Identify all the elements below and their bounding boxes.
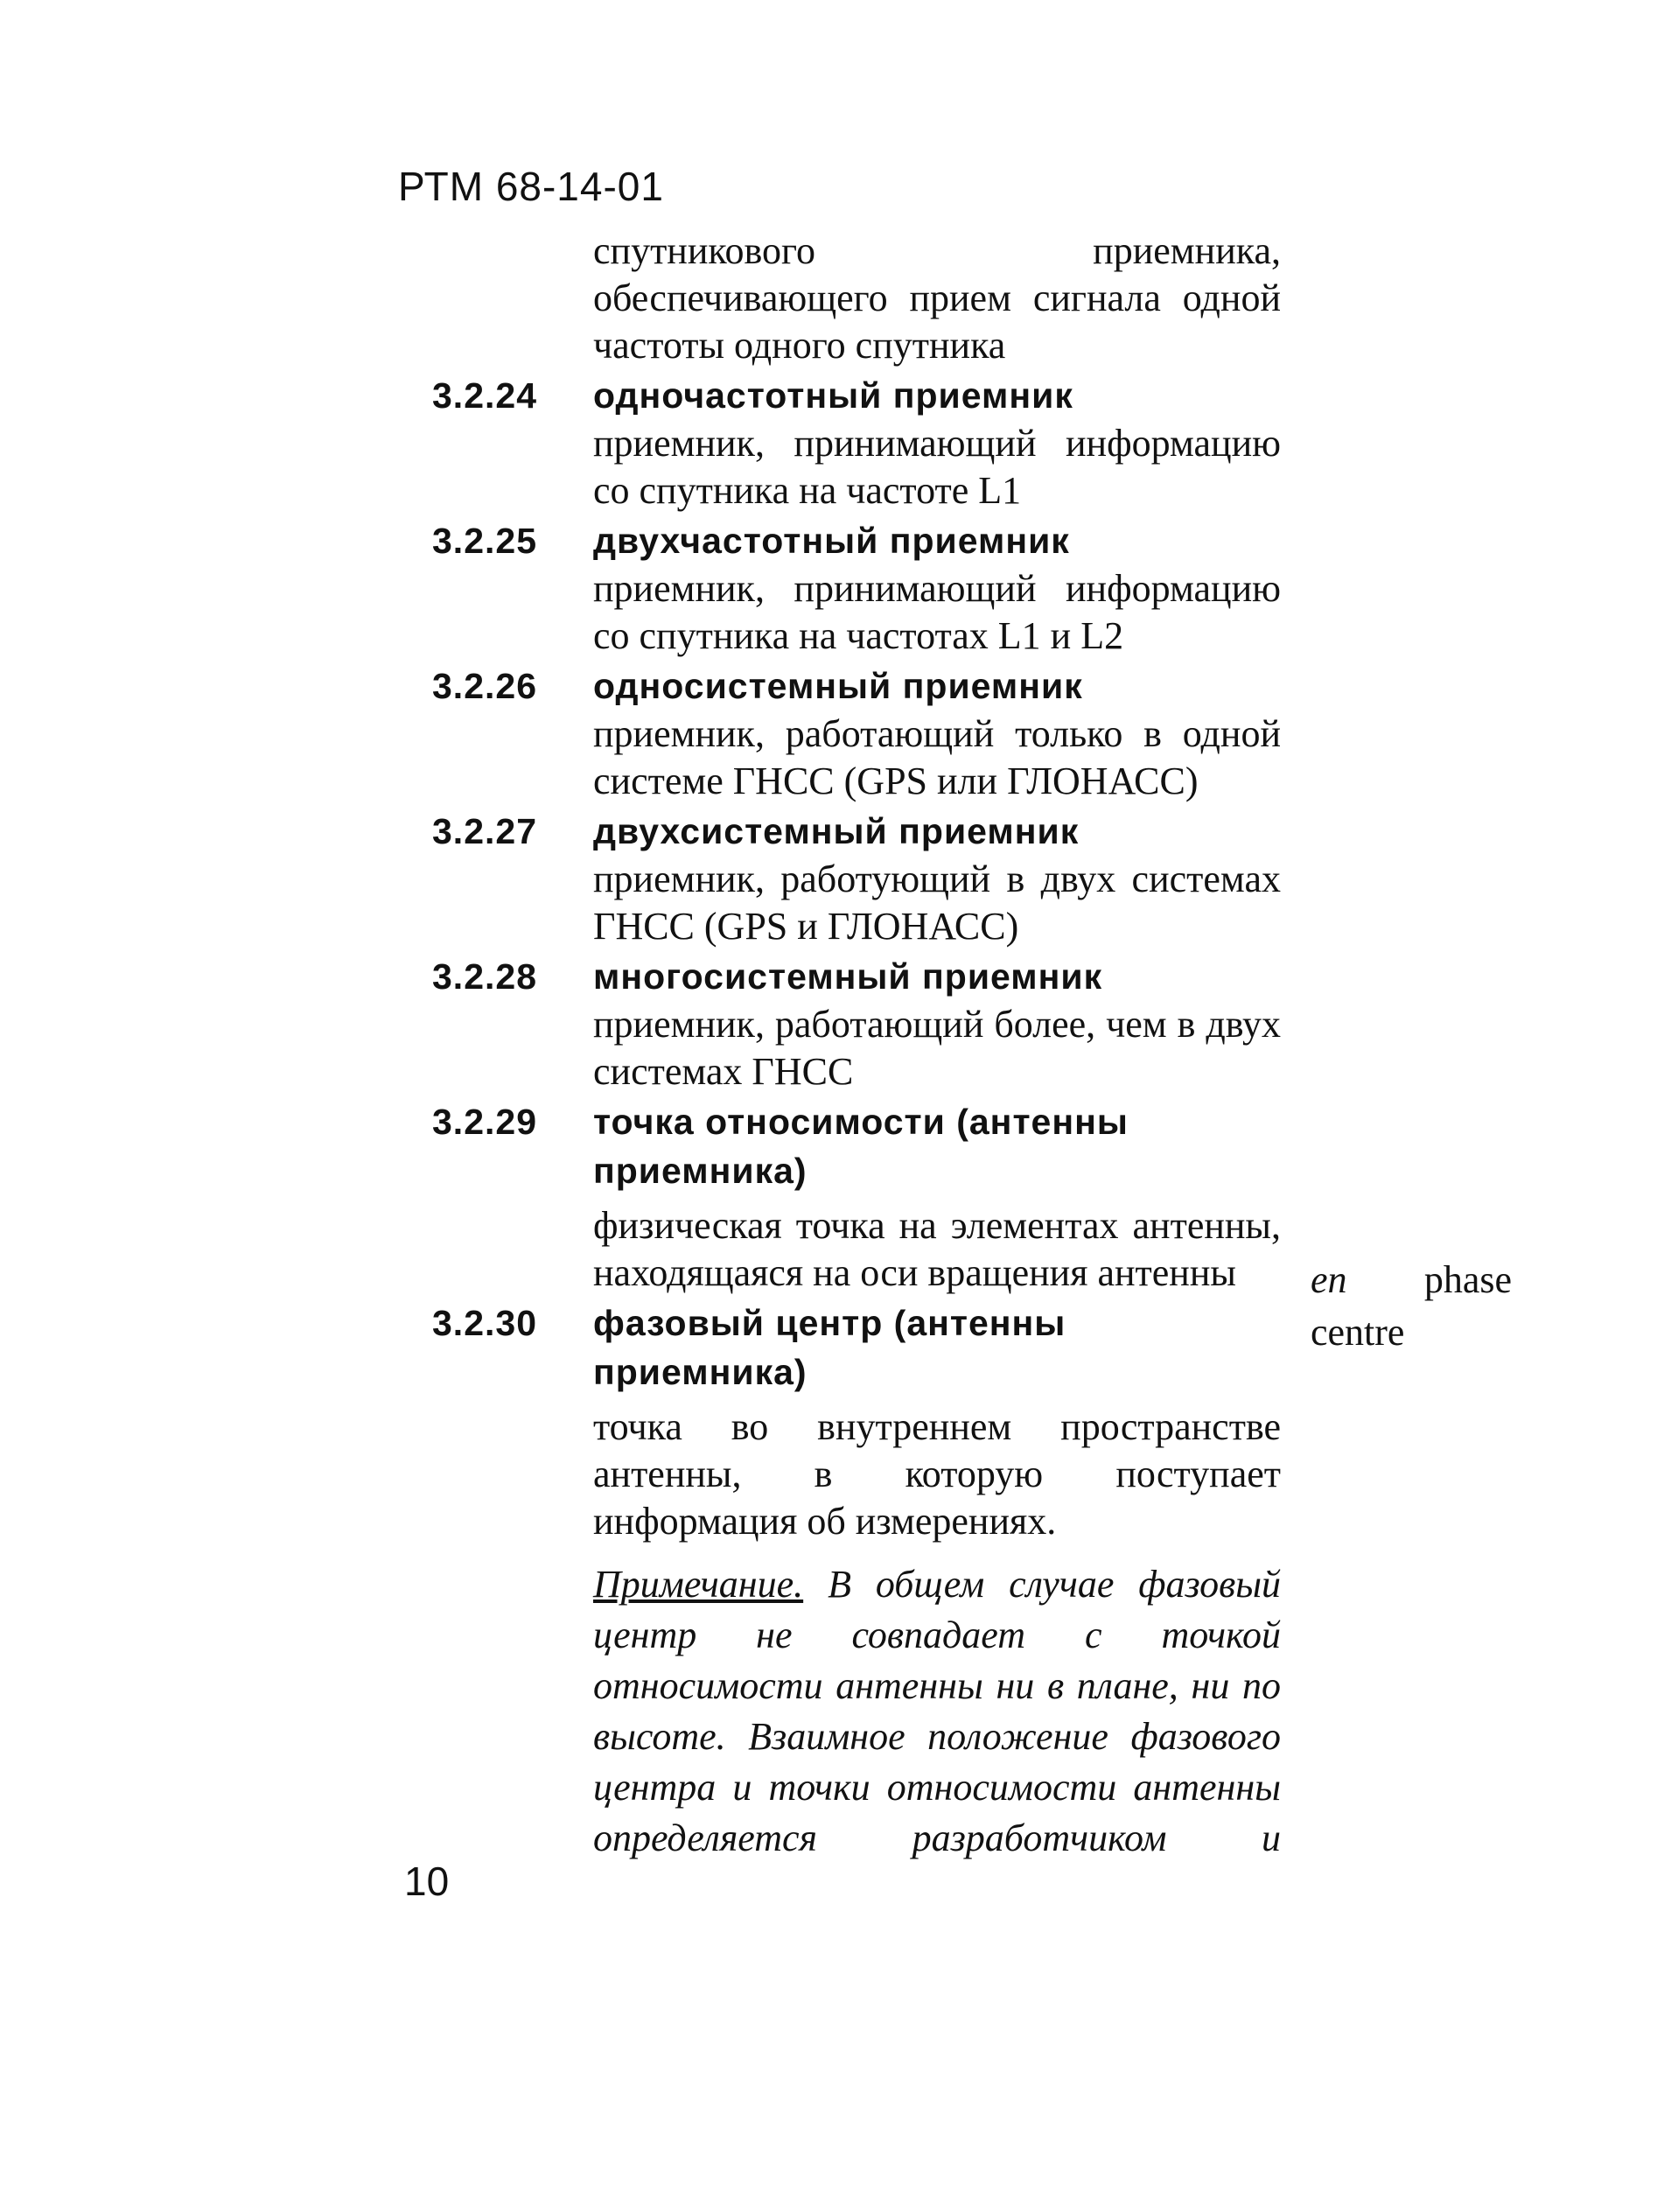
- term-definition: приемник, работующий в двух системах ГНСС (GPS и ГЛОНАСС): [593, 858, 1281, 948]
- term-entry-3-2-30: [432, 1298, 1307, 1864]
- note-label: Примечание.: [593, 1563, 804, 1606]
- term-entry-3-2-24: [432, 371, 1307, 514]
- term-number: 3.2.25: [432, 521, 537, 561]
- term-number: 3.2.24: [432, 375, 537, 416]
- term-definition: приемник, принимающий информацию со спутника на частоте L1: [593, 422, 1281, 512]
- term-number: 3.2.29: [432, 1102, 537, 1142]
- equivalent-language: en: [1311, 1258, 1347, 1301]
- term-entry-3-2-25: [432, 516, 1307, 660]
- term-definition: приемник, принимающий информацию со спутника на частотах L1 и L2: [593, 567, 1281, 657]
- terms-list: [432, 228, 1307, 1864]
- term-title: многосистемный приемник: [593, 956, 1103, 997]
- term-entry-3-2-26: [432, 662, 1307, 805]
- continuation-text: спутникового приемника, обеспечивающего прием сигнала одной частоты одного спутника: [593, 229, 1281, 367]
- equivalent-word: phase: [1423, 1258, 1512, 1301]
- document-code: РТМ 68-14-01: [398, 164, 664, 209]
- term-entry-3-2-27: [432, 807, 1307, 950]
- term-definition: точка во внутреннем пространстве антенны, в которую поступает информация об измерениях.: [593, 1405, 1281, 1543]
- foreign-equivalent: [1311, 1254, 1512, 1359]
- equivalent-word: centre: [1311, 1311, 1405, 1354]
- term-definition: физическая точка на элементах антенны, находящаяся на оси вращения антенны: [593, 1204, 1281, 1294]
- term-title: фазовый центр (антенны приемника): [593, 1303, 1066, 1392]
- term-number: 3.2.26: [432, 666, 537, 706]
- term-entry-3-2-28: [432, 952, 1307, 1096]
- term-number: 3.2.28: [432, 956, 537, 997]
- term-title: одночастотный приемник: [593, 375, 1073, 416]
- term-title: точка относимости (антенны приемника): [593, 1102, 1129, 1191]
- term-number: 3.2.27: [432, 811, 537, 851]
- term-title: двухсистемный приемник: [593, 811, 1080, 851]
- term-entry-3-2-29: [432, 1097, 1307, 1297]
- term-definition: приемник, работающий только в одной системе ГНСС (GPS или ГЛОНАСС): [593, 712, 1281, 802]
- term-definition: приемник, работающий более, чем в двух системах ГНСС: [593, 1003, 1281, 1093]
- term-title: двухчастотный приемник: [593, 521, 1070, 561]
- term-number: 3.2.30: [432, 1303, 537, 1343]
- term-title: односистемный приемник: [593, 666, 1083, 706]
- note-text: В общем случае фазовый центр не совпадает с точкой относимости антенны ни в плане, ни по высоте. Взаимное положение фазового центра и точки относимости антенны определяется разработчиком и: [593, 1563, 1281, 1859]
- page-number: 10: [404, 1858, 450, 1904]
- term-note: [593, 1559, 1281, 1864]
